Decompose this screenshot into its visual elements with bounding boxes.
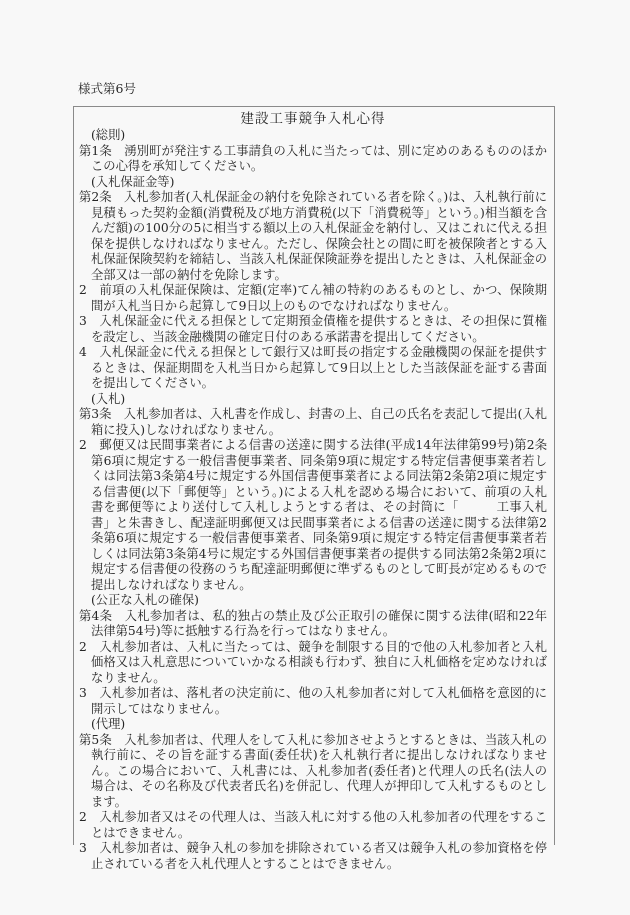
- paragraph-heading: (入札): [91, 391, 126, 406]
- paragraph-heading: (公正な入札の確保): [91, 593, 199, 607]
- paragraph-item: 3 入札参加者は、競争入札の参加を排除されている者又は競争入札の参加資格を停止されている者を入札代理人とすることはできません。: [79, 841, 547, 871]
- paragraph-item: 3 入札参加者は、落札者の決定前に、他の入札参加者に対して入札価格を意図的に開示してはなりません。: [79, 686, 547, 716]
- paragraph-item: 4 入札保証金に代える担保として銀行又は町長の指定する金融機関の保証を提供するときは、保証期間を入札当日から起算して9日以上とした当該保証を証する書面を提出してください。: [79, 345, 547, 390]
- paragraph-item: 2 前項の入札保証保険は、定額(定率)てん補の特約のあるものとし、かつ、保険期間が入札当日から起算して9日以上のものでなければなりません。: [79, 283, 547, 313]
- form-number-label: 様式第6号: [78, 81, 136, 96]
- paragraph-item: 3 入札保証金に代える担保として定期預金債権を提供するときは、その担保に質権を設定し、当該金融機関の確定日付のある承諾書を提出してください。: [79, 314, 547, 344]
- paragraph-article: 第2条 入札参加者(入札保証金の納付を免除されている者を除く。)は、入札執行前に見積もった契約金額(消費税及び地方消費税(以下「消費税等」という。)相当額を含んだ額)の100分の5に相当する額以上の入札保証金を納付し、又はこれに代える担保を提供しなければなりません。ただし、保険会社との間に町を被保険者とする入札保証保険契約を締結し、当該入札保証保険証券を提出したときは、入札保証金の全部又は一部の納付を免除します。: [79, 190, 547, 282]
- paragraph-heading: (入札保証金等): [91, 174, 175, 189]
- document-title: 建設工事競争入札心得: [240, 111, 386, 127]
- paragraph-item: 2 入札参加者は、入札に当たっては、競争を制限する目的で他の入札参加者と入札価格又は入札意思についていかなる相談も行わず、独自に入札価格を定めなければなりません。: [79, 639, 547, 685]
- document-box: [73, 106, 555, 871]
- document-body: [79, 128, 547, 872]
- paragraph-article: 第4条 入札参加者は、私的独占の禁止及び公正取引の確保に関する法律(昭和22年法律第54号)等に抵触する行為を行ってはなりません。: [79, 608, 547, 638]
- paragraph-item: 2 入札参加者又はその代理人は、当該入札に対する他の入札参加者の代理をすることはできません。: [79, 810, 547, 840]
- paragraph-item: 2 郵便又は民間事業者による信書の送達に関する法律(平成14年法律第99号)第2条第6項に規定する一般信書便事業者、同条第9項に規定する特定信書便事業者若しくは同法第3条第4号に規定する外国信書便事業者による同法第2条第2項に規定する信書便(以下「郵便等」という。)による入札を認める場合において、前項の入札書を郵便等により送付して入札しようとする者は、その封筒に「 工事入札書」と朱書きし、配達証明郵便又は民間事業者による信書の送達に関する法律第2条第6項に規定する一般信書便事業者、同条第9項に規定する特定信書便事業者若しくは同法第3条第4号に規定する外国信書便事業者の提供する同法第2条第2項に規定する信書便の役務のうち配達証明郵便に準ずるものとして町長が定めるもので提出しなければなりません。: [79, 438, 547, 592]
- paragraph-heading: (総則): [91, 128, 126, 142]
- paragraph-article: 第3条 入札参加者は、入札書を作成し、封書の上、自己の氏名を表記して提出(入札箱に投入)しなければなりません。: [79, 407, 547, 437]
- paragraph-article: 第5条 入札参加者は、代理人をして入札に参加させようとするときは、当該入札の執行前に、その旨を証する書面(委任状)を入札執行者に提出しなければなりません。この場合において、入札書には、入札参加者(委任者)と代理人の氏名(法人の場合は、その名称及び代表者氏名)を併記し、代理人が押印して入札するものとします。: [79, 732, 547, 809]
- paragraph-article: 第1条 湧別町が発注する工事請負の入札に当たっては、別に定めのあるもののほかこの心得を承知してください。: [79, 143, 547, 173]
- paragraph-heading: (代理): [91, 717, 126, 731]
